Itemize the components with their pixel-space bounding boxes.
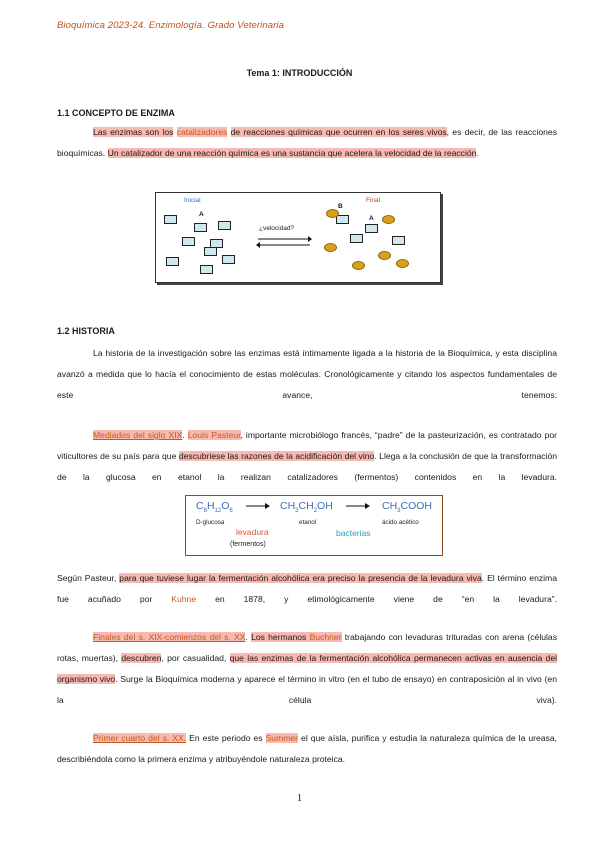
molecule-b — [324, 243, 337, 252]
dglucosa-label: D-glucosa — [196, 519, 225, 526]
paragraph-concepto: Las enzimas son los catalizadores de reacciones químicas que ocurren en los seres vivos, es decir, de las reacciones bioquímicas. Un catalizador de una reacción química es una sustancia que acelera la velocidad de la reacción. — [57, 127, 557, 158]
molecule-a — [166, 257, 179, 266]
reaction-diagram — [155, 192, 441, 283]
molecule-a — [194, 223, 207, 232]
molecule-a — [222, 255, 235, 264]
inicial-label: Inicial — [184, 197, 201, 204]
paragraph-historia-intro: La historia de la investigación sobre las enzimas está íntimamente ligada a la historia de la Bioquímica, y esta disciplina avanzó a medida que lo hacía el conocimiento de estas moléculas. Cronológicamente y citando los aspectos fundamentales de este avance, tenemos: — [57, 348, 557, 400]
molecule-b — [378, 251, 391, 260]
molecule-a — [350, 234, 363, 243]
running-header: Bioquímica 2023-24. Enzimología. Grado Veterinaria — [57, 20, 284, 31]
molecule-a — [164, 215, 177, 224]
molecule-a — [365, 224, 378, 233]
molecule-b — [326, 209, 339, 218]
molecule-a — [392, 236, 405, 245]
arrow-right-icon — [246, 502, 270, 510]
fermentation-diagram — [185, 495, 443, 556]
equilibrium-arrows-icon — [256, 235, 312, 249]
paragraph-buchner: Finales del s. XIX-comienzos del s. XX. Los hermanos Buchner trabajando con levaduras trituradas con arena (células rotas, muertas), descubren, por casualidad, que las enzimas de la fermentación alcohólica permanecen activas en ausencia del organismo vivo. Surge la Bioquímica moderna y aparece el término in vitro (en el tubo de ensayo) en contraposición al in vivo (en la célula viva). — [57, 632, 558, 705]
molecule-a — [204, 247, 217, 256]
molecule-b — [352, 261, 365, 270]
molecule-a — [218, 221, 231, 230]
etanol-label: etanol — [299, 519, 317, 526]
levadura-label: levadura — [236, 527, 269, 537]
acido-label: ácido acético — [382, 519, 419, 526]
molecule-a — [336, 215, 349, 224]
section-heading-1: 1.1 CONCEPTO DE ENZIMA — [57, 108, 175, 118]
fermentos-label: (fermentos) — [230, 541, 266, 548]
molecule-a — [200, 265, 213, 274]
velocidad-label: ¿velocidad? — [259, 225, 295, 232]
paragraph-summer: Primer cuarto del s. XX. En este periodo es Summer el que aísla, purifica y estudia la naturaleza química de la ureasa, describiéndola como la primera enzima y atribuyéndole naturaleza proteica. — [57, 733, 557, 764]
paragraph-pasteur: Mediados del siglo XIX. Louis Pasteur, importante microbiólogo francés, “padre” de la pasteurización, es contratado por viticultores de su país para que descubriese las razones de la acidificación del vino. Llega a la conclusión de que la transformación de la glucosa en etanol la realizan catalizadores (fermentos) contenidos en la levadura. — [57, 430, 558, 482]
molecule-a — [182, 237, 195, 246]
page-title: Tema 1: INTRODUCCIÓN — [246, 68, 353, 78]
section-heading-2: 1.2 HISTORIA — [57, 326, 115, 336]
acetic-formula: $CH_3COOH$ — [382, 500, 433, 515]
molecule-b — [382, 215, 395, 224]
arrow-right-icon — [346, 502, 370, 510]
a-label-left: A — [199, 211, 204, 218]
molecule-b — [396, 259, 409, 268]
bacterias-label: bacterias — [336, 528, 371, 538]
final-label: Final — [366, 197, 381, 204]
paragraph-segun-pasteur: Según Pasteur, para que tuviese lugar la fermentación alcohólica era preciso la presencia de la levadura viva. El término enzima fue acuñado por Kuhne en 1878, y etimológicamente viene de “en la levadura”. — [57, 573, 557, 604]
a-label-right: A — [369, 215, 374, 222]
page-number: 1 — [296, 792, 303, 804]
b-label: B — [338, 203, 343, 210]
ethanol-formula: $CH_3CH_2OH$ — [280, 500, 333, 515]
glucose-formula: $C_6H_{12}O_6$ — [196, 500, 233, 515]
